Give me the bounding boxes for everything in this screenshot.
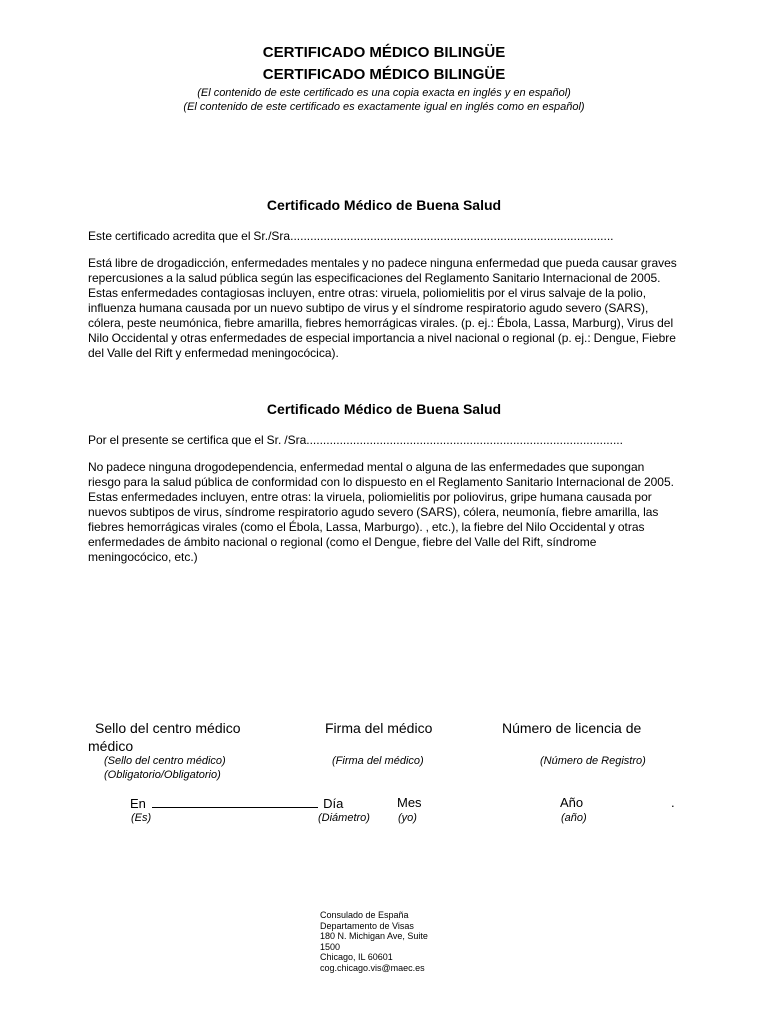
place-label: En [130, 796, 146, 811]
section-2-attest-line: Por el presente se certifica que el Sr. /Sra............................................................................................... [88, 433, 623, 447]
seal-label-continued: médico [88, 738, 134, 754]
header-note-2: (El contenido de este certificado es exactamente igual en inglés como en español) [183, 101, 585, 113]
doctor-signature-label: Firma del médico [325, 720, 433, 736]
seal-note: (Sello del centro médico) [104, 755, 226, 767]
license-number-note: (Número de Registro) [540, 755, 646, 767]
year-note: (año) [561, 812, 587, 824]
address-line-department: Departamento de Visas [320, 920, 414, 931]
header-note-1: (El contenido de este certificado es una copia exacta en inglés y en español) [197, 87, 571, 99]
place-note: (Es) [131, 812, 152, 824]
license-number-label: Número de licencia de [502, 720, 642, 736]
year-label: Año [560, 795, 584, 810]
document-title: CERTIFICADO MÉDICO BILINGÜE [262, 44, 506, 61]
section-1-title: Certificado Médico de Buena Salud [266, 197, 502, 213]
day-note: (Diámetro) [318, 812, 370, 824]
date-line-period: . [671, 795, 675, 810]
place-blank-line [152, 795, 318, 808]
section-2-title: Certificado Médico de Buena Salud [266, 401, 502, 417]
place-line [130, 795, 343, 812]
consulate-address [320, 910, 500, 973]
address-line-city: Chicago, IL 60601 [320, 952, 393, 962]
address-line-street: 180 N. Michigan Ave, Suite [320, 931, 428, 941]
section-1-paragraph: Está libre de drogadicción, enfermedades mentales y no padece ninguna enfermedad que pueda causar graves repercusiones a la salud pública según las especificaciones del Reglamento Sanitario Internacional de 2005. Estas enfermedades contagiosas incluyen, entre otras: viruela, poliomielitis por el virus salvaje de la polio, influenza humana causada por un nuevo subtipo de virus y el síndrome respiratorio agudo severo (SARS), cólera, peste neumónica, fiebre amarilla, fiebres hemorrágicas virales. (p. ej.: Ébola, Lassa, Marburg), Virus del Nilo Occidental y otras enfermedades de especial importancia a nivel nacional o regional (p. ej.: Dengue, Fiebre del Valle del Rift y enfermedad meningocócica). [88, 256, 677, 360]
seal-note-mandatory: (Obligatorio/Obligatorio) [104, 769, 221, 781]
doctor-signature-note: (Firma del médico) [332, 755, 424, 767]
section-1-attest-line: Este certificado acredita que el Sr./Sra................................................................................................. [88, 229, 614, 243]
month-label: Mes [397, 795, 422, 810]
month-note: (yo) [398, 812, 417, 824]
document-title-repeat: CERTIFICADO MÉDICO BILINGÜE [262, 66, 506, 83]
address-line-consulate: Consulado de España [320, 910, 409, 920]
day-label: Día [323, 796, 344, 811]
seal-label: Sello del centro médico [95, 720, 241, 736]
address-line-suite: 1500 [320, 941, 341, 952]
address-line-email: cog.chicago.vis@maec.es [320, 962, 425, 973]
section-2-paragraph: No padece ninguna drogodependencia, enfermedad mental o alguna de las enfermedades que supongan riesgo para la salud pública de conformidad con lo dispuesto en el Reglamento Sanitario Internacional de 2005. Estas enfermedades incluyen, entre otras: la viruela, poliomielitis por poliovirus, gripe humana causada por nuevos subtipos de virus, síndrome respiratorio agudo severo (SARS), cólera, neumonía, fiebre amarilla, las fiebres hemorrágicas virales (como el Ébola, Lassa, Marburgo). , etc.), la fiebre del Nilo Occidental y otras enfermedades de ámbito nacional o regional (como el Dengue, fiebre del Valle del Rift, síndrome meningocócico, etc.) [88, 460, 674, 564]
